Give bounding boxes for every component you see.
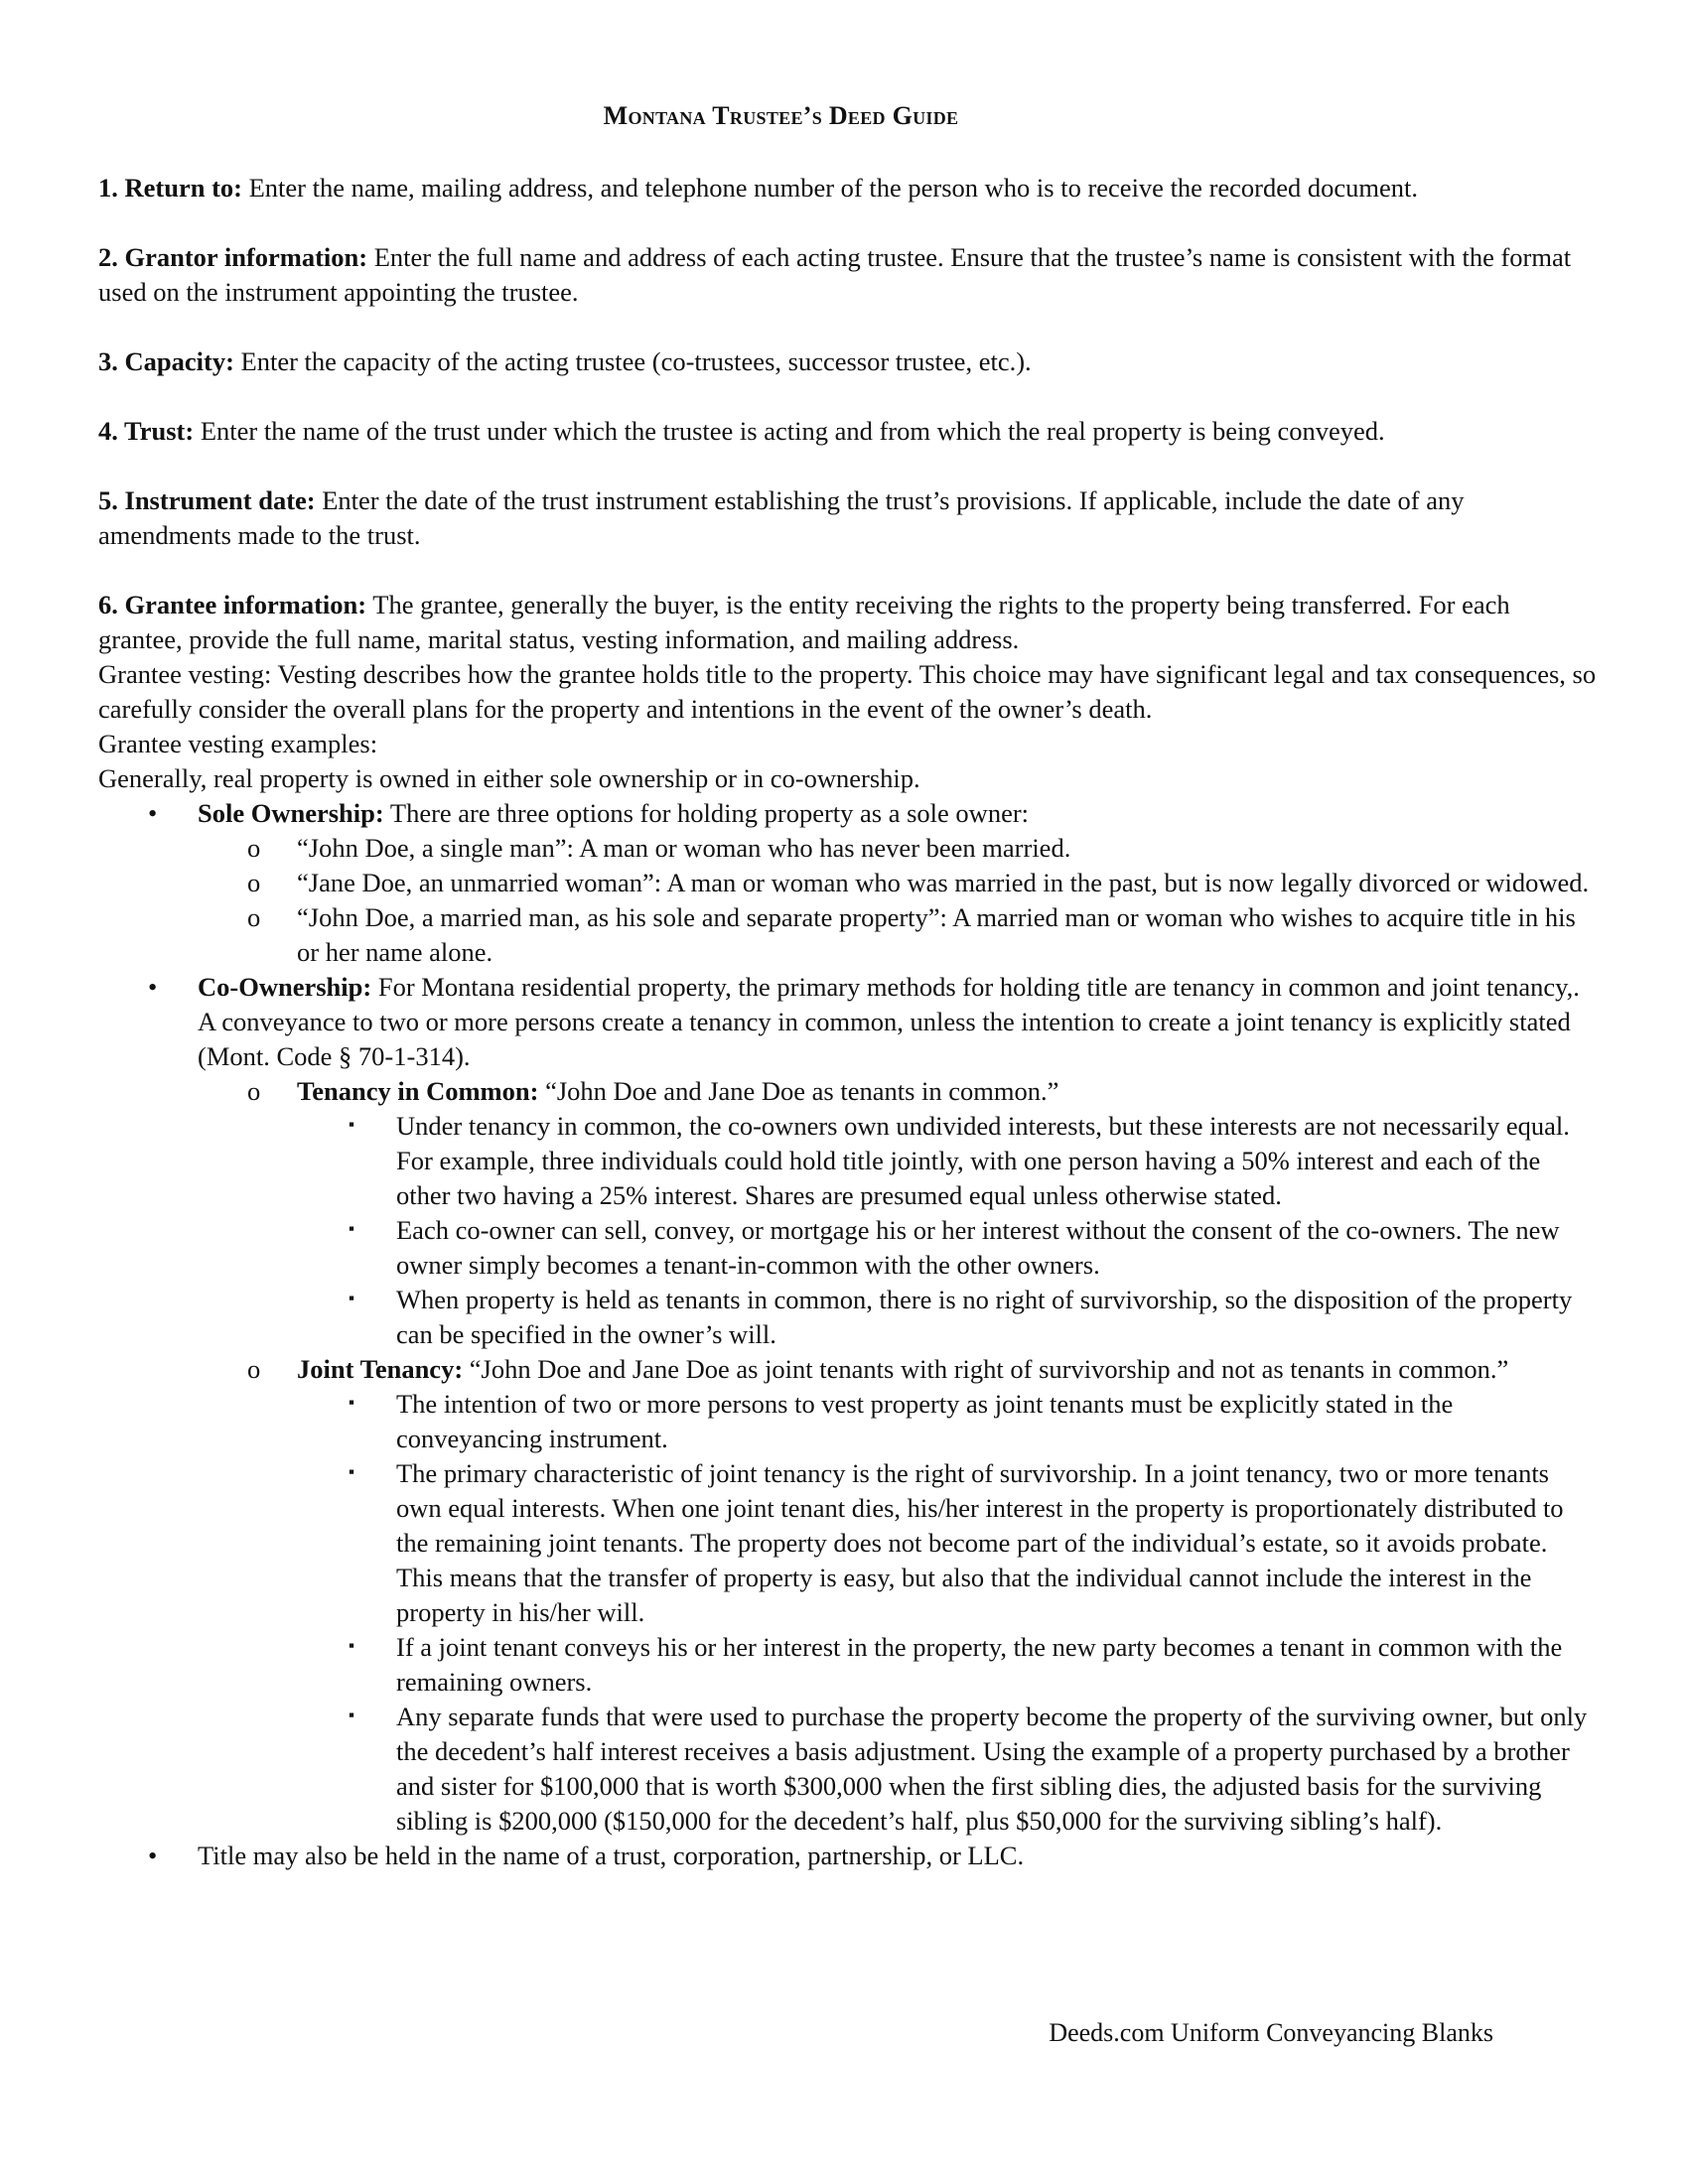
item-text: Any separate funds that were used to purchase the property become the property of the surviving owner, but only the decedent’s half interest receives a basis adjustment. Using the example of a property purchased by a brother and sister for $100,000 that is worth $300,000 when the first sibling dies, the adjusted basis for the surviving sibling is $200,000 ($150,000 for the decedent’s half, plus $50,000 for the surviving sibling’s half). [396, 1702, 1588, 1836]
section-label: 5. Instrument date: [98, 485, 316, 515]
list-item-joint-tenancy [98, 1352, 1598, 1387]
circle-marker: o [247, 902, 261, 932]
item-text: If a joint tenant conveys his or her interest in the property, the new party becomes a tenant in common with the remaining owners. [396, 1632, 1563, 1697]
page-title: Montana Trustee’s Deed Guide [603, 101, 959, 130]
section-text: Enter the date of the trust instrument establishing the trust’s provisions. If applicable, include the date of any amendments made to the trust. [98, 485, 1465, 550]
list-item [98, 831, 1598, 866]
section-capacity [98, 344, 1598, 379]
list-item-co-ownership [98, 970, 1598, 1074]
section-grantor [98, 240, 1598, 310]
list-item [98, 866, 1598, 900]
circle-marker: o [247, 868, 261, 897]
section-trust [98, 414, 1598, 449]
bullet-marker: • [148, 1841, 158, 1870]
generally-text: Generally, real property is owned in either sole ownership or in co-ownership. [98, 763, 920, 793]
item-text: “Jane Doe, an unmarried woman”: A man or woman who was married in the past, but is now legally divorced or widowed. [297, 868, 1590, 897]
bullet-marker: • [148, 798, 158, 828]
item-text: For Montana residential property, the primary methods for holding title are tenancy in common and joint tenancy,. A conveyance to two or more persons create a tenancy in common, unless the intention to create a joint tenancy is explicitly stated (Mont. Code § 70-1-314). [198, 972, 1580, 1071]
item-text: The intention of two or more persons to vest property as joint tenants must be explicitly stated in the conveyancing instrument. [396, 1389, 1454, 1453]
section-label: 6. Grantee information: [98, 590, 367, 619]
section-text: Enter the full name and address of each acting trustee. Ensure that the trustee’s name is consistent with the format used on the instrument appointing the trustee. [98, 242, 1572, 307]
list-item-other-title [98, 1839, 1598, 1873]
item-text: The primary characteristic of joint tenancy is the right of survivorship. In a joint tenancy, two or more tenants own equal interests. When one joint tenant dies, his/her interest in the property is proportionately distributed to the remaining joint tenants. The property does not become part of the individual’s estate, so it avoids probate. This means that the transfer of property is easy, but also that the individual cannot include the interest in the property in his/her will. [396, 1458, 1564, 1627]
item-text: Title may also be held in the name of a trust, corporation, partnership, or LLC. [198, 1841, 1025, 1870]
square-marker: ▪ [349, 1289, 355, 1307]
circle-marker: o [247, 1354, 261, 1384]
item-text: “John Doe and Jane Doe as tenants in common.” [538, 1076, 1059, 1106]
list-item [98, 1456, 1598, 1630]
square-marker: ▪ [349, 1393, 355, 1412]
examples-heading: Grantee vesting examples: [98, 729, 378, 758]
section-text: The grantee, generally the buyer, is the entity receiving the rights to the property being transferred. For each grantee, provide the full name, marital status, vesting information, and mailing address. [98, 590, 1510, 654]
list-item [98, 1700, 1598, 1839]
section-return-to [98, 171, 1598, 205]
list-item-tenancy-in-common [98, 1074, 1598, 1109]
list-item-sole-ownership [98, 796, 1598, 831]
list-item [98, 1387, 1598, 1456]
item-label: Sole Ownership: [198, 798, 384, 828]
square-marker: ▪ [349, 1636, 355, 1655]
item-label: Joint Tenancy: [297, 1354, 464, 1384]
item-text: Each co-owner can sell, convey, or mortgage his or her interest without the consent of the co-owners. The new owner simply becomes a tenant-in-common with the other owners. [396, 1215, 1560, 1280]
list-item [98, 1283, 1598, 1352]
list-item [98, 1109, 1598, 1213]
item-text: When property is held as tenants in common, there is no right of survivorship, so the disposition of the property can be specified in the owner’s will. [396, 1285, 1573, 1349]
section-label: 1. Return to: [98, 173, 242, 203]
section-text: Enter the name, mailing address, and telephone number of the person who is to receive the recorded document. [242, 173, 1418, 203]
item-text: There are three options for holding property as a sole owner: [383, 798, 1030, 828]
item-text: Under tenancy in common, the co-owners own undivided interests, but these interests are not necessarily equal. For example, three individuals could hold title jointly, with one person having a 50% interest and each of the other two having a 25% interest. Shares are presumed equal unless otherwise stated. [396, 1111, 1570, 1210]
bullet-marker: • [148, 972, 158, 1002]
square-marker: ▪ [349, 1115, 355, 1134]
item-label: Tenancy in Common: [297, 1076, 539, 1106]
item-text: “John Doe, a single man”: A man or woman who has never been married. [297, 833, 1071, 863]
list-item [98, 1630, 1598, 1700]
section-text: Enter the name of the trust under which the trustee is acting and from which the real property is being conveyed. [194, 416, 1385, 446]
list-item [98, 900, 1598, 970]
section-label: 3. Capacity: [98, 346, 234, 376]
section-text: Enter the capacity of the acting trustee (co-trustees, successor trustee, etc.). [233, 346, 1032, 376]
section-label: 2. Grantor information: [98, 242, 368, 272]
square-marker: ▪ [349, 1219, 355, 1238]
circle-marker: o [247, 833, 261, 863]
section-label: 4. Trust: [98, 416, 195, 446]
item-label: Co-Ownership: [198, 972, 372, 1002]
list-item [98, 1213, 1598, 1283]
page-footer: Deeds.com Uniform Conveyancing Blanks [1049, 2018, 1493, 2047]
item-text: “John Doe, a married man, as his sole and separate property”: A married man or woman who wishes to acquire title in his or her name alone. [297, 902, 1576, 967]
document-body [98, 171, 1598, 1873]
item-text: “John Doe and Jane Doe as joint tenants with right of survivorship and not as tenants in common.” [463, 1354, 1509, 1384]
square-marker: ▪ [349, 1706, 355, 1724]
section-grantee [98, 588, 1598, 657]
section-instrument-date [98, 483, 1598, 553]
square-marker: ▪ [349, 1462, 355, 1481]
circle-marker: o [247, 1076, 261, 1106]
vesting-text: Grantee vesting: Vesting describes how the grantee holds title to the property. This choice may have significant legal and tax consequences, so carefully consider the overall plans for the property and intentions in the event of the owner’s death. [98, 659, 1597, 724]
ownership-list [98, 796, 1598, 1873]
